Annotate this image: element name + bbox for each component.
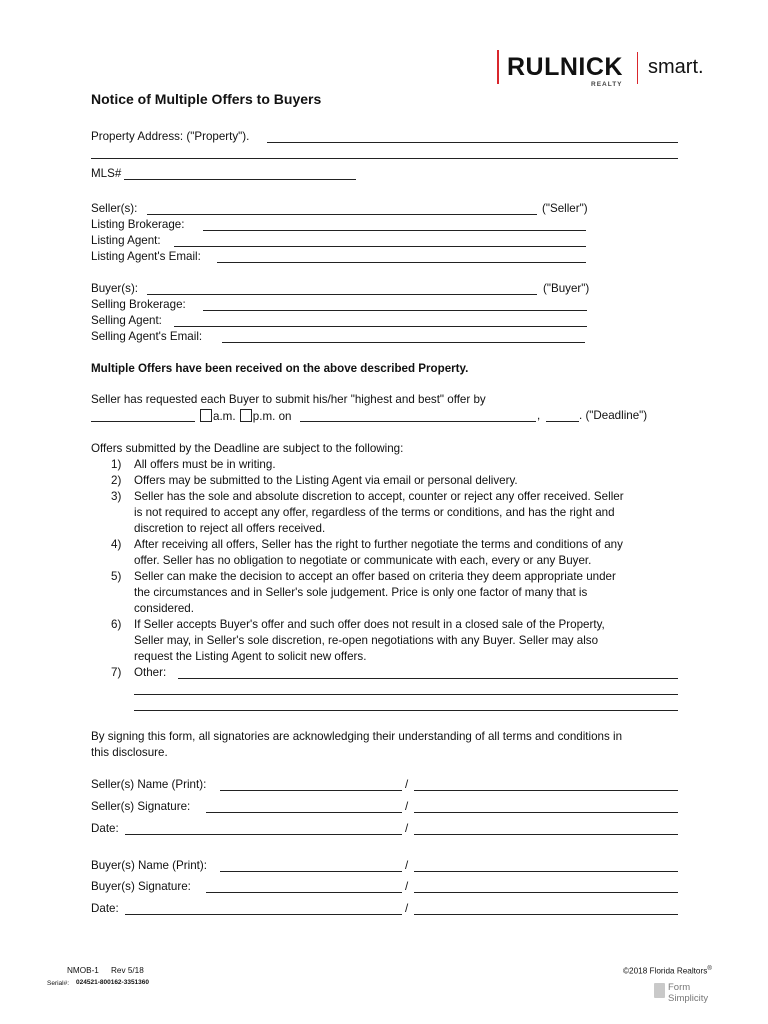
sellers-field[interactable] xyxy=(147,214,537,215)
term-5-line-2: the circumstances and in Seller's sole judgement. Price is only one factor of many that is xyxy=(134,586,588,599)
seller-date-label: Date: xyxy=(91,822,119,835)
pm-label: p.m. on xyxy=(252,410,292,423)
serial-number: 024521-800162-3351360 xyxy=(76,979,150,986)
fs-bottom: Simplicity xyxy=(668,993,709,1004)
buyer-name-field-2[interactable] xyxy=(414,871,678,872)
pm-checkbox[interactable] xyxy=(240,409,252,422)
term-1-line: All offers must be in writing. xyxy=(134,458,276,471)
logo-accent-bar xyxy=(497,50,499,84)
seller-signature-field-2[interactable] xyxy=(414,812,678,813)
selling-email-field[interactable] xyxy=(222,342,585,343)
other-field-3[interactable] xyxy=(134,710,678,711)
term-3-line-3: discretion to reject all offers received. xyxy=(134,522,326,535)
buyer-signature-field-2[interactable] xyxy=(414,892,678,893)
other-field-2[interactable] xyxy=(134,694,678,695)
deadline-time-field[interactable] xyxy=(91,421,195,422)
ack-line-1: By signing this form, all signatories are acknowledging their understanding of all terms and conditions in xyxy=(91,730,623,743)
selling-brokerage-field[interactable] xyxy=(203,310,587,311)
term-number: 5) xyxy=(111,570,122,583)
term-5-line-1: Seller can make the decision to accept an offer based on criteria they deem appropriate under xyxy=(134,570,616,583)
property-address-field[interactable] xyxy=(267,142,678,143)
seller-name-label: Seller(s) Name (Print): xyxy=(91,778,207,791)
selling-agent-label: Selling Agent: xyxy=(91,314,162,327)
mls-field[interactable] xyxy=(124,179,356,180)
selling-agent-field[interactable] xyxy=(174,326,587,327)
seller-name-field-2[interactable] xyxy=(414,790,678,791)
term-5-line-3: considered. xyxy=(134,602,194,615)
term-6-line-1: If Seller accepts Buyer's offer and such offer does not result in a closed sale of the Property, xyxy=(134,618,605,631)
deadline-year-field[interactable] xyxy=(546,421,579,422)
logo-brand: RULNICK xyxy=(507,53,623,81)
term-6-line-2: Seller may, in Seller's sole discretion, re-open negotiations with any Buyer. Seller may also xyxy=(134,634,599,647)
selling-brokerage-label: Selling Brokerage: xyxy=(91,298,186,311)
deadline-date-field[interactable] xyxy=(300,421,536,422)
am-label: a.m. xyxy=(213,410,236,423)
deadline-comma: , xyxy=(537,409,541,422)
term-2-line: Offers may be submitted to the Listing Agent via email or personal delivery. xyxy=(134,474,518,487)
listing-email-field[interactable] xyxy=(217,262,586,263)
term-number: 2) xyxy=(111,474,122,487)
slash: / xyxy=(405,800,409,813)
buyer-signature-field-1[interactable] xyxy=(206,892,402,893)
form-simplicity-icon xyxy=(654,983,665,998)
selling-email-label: Selling Agent's Email: xyxy=(91,330,203,343)
deadline-intro: Seller has requested each Buyer to submit his/her "highest and best" offer by xyxy=(91,393,486,406)
slash: / xyxy=(405,778,409,791)
logo-sub: REALTY xyxy=(591,81,623,88)
listing-brokerage-field[interactable] xyxy=(203,230,586,231)
buyers-field[interactable] xyxy=(147,294,537,295)
buyer-date-field-1[interactable] xyxy=(125,914,402,915)
fs-top: Form xyxy=(668,982,691,993)
slash: / xyxy=(405,822,409,835)
seller-signature-field-1[interactable] xyxy=(206,812,402,813)
listing-brokerage-label: Listing Brokerage: xyxy=(91,218,185,231)
buyers-suffix: ("Buyer") xyxy=(543,282,590,295)
term-3-line-1: Seller has the sole and absolute discretion to accept, counter or reject any offer received. Seller xyxy=(134,490,624,503)
terms-intro: Offers submitted by the Deadline are subject to the following: xyxy=(91,442,404,455)
seller-date-field-2[interactable] xyxy=(414,834,678,835)
logo-divider xyxy=(637,52,638,84)
other-label: Other: xyxy=(134,666,167,679)
term-number: 3) xyxy=(111,490,122,503)
copyright-text: ©2018 Florida Realtors xyxy=(623,966,708,976)
term-4-line-2: offer. Seller has no obligation to negotiate or communicate with each, every or any Buyer. xyxy=(134,554,592,567)
buyer-signature-label: Buyer(s) Signature: xyxy=(91,880,191,893)
am-checkbox[interactable] xyxy=(200,409,212,422)
buyer-date-field-2[interactable] xyxy=(414,914,678,915)
buyer-date-label: Date: xyxy=(91,902,119,915)
multiple-offers-notice: Multiple Offers have been received on the above described Property. xyxy=(91,362,469,375)
serial-label: Serial#: xyxy=(47,980,70,987)
listing-agent-field[interactable] xyxy=(174,246,586,247)
deadline-am-group xyxy=(199,409,291,423)
seller-date-field-1[interactable] xyxy=(125,834,402,835)
sellers-suffix: ("Seller") xyxy=(542,202,588,215)
other-field-1[interactable] xyxy=(178,678,678,679)
form-id: NMOB-1 xyxy=(67,966,99,975)
term-3-line-2: is not required to accept any offer, regardless of the terms or conditions, and has the right and xyxy=(134,506,615,519)
buyer-name-label: Buyer(s) Name (Print): xyxy=(91,859,207,872)
sellers-label: Seller(s): xyxy=(91,202,138,215)
slash: / xyxy=(405,902,409,915)
term-4-line-1: After receiving all offers, Seller has the right to further negotiate the terms and conditions of any xyxy=(134,538,623,551)
deadline-suffix: . ("Deadline") xyxy=(579,409,648,422)
term-number: 6) xyxy=(111,618,122,631)
slash: / xyxy=(405,859,409,872)
slash: / xyxy=(405,880,409,893)
listing-email-label: Listing Agent's Email: xyxy=(91,250,201,263)
term-number: 4) xyxy=(111,538,122,551)
logo-tagline: smart. xyxy=(648,56,704,78)
form-revision: Rev 5/18 xyxy=(111,966,144,975)
property-address-label: Property Address: ("Property"). xyxy=(91,130,250,143)
buyers-label: Buyer(s): xyxy=(91,282,139,295)
listing-agent-label: Listing Agent: xyxy=(91,234,161,247)
term-number: 7) xyxy=(111,666,122,679)
property-address-field-2[interactable] xyxy=(91,158,678,159)
registered-mark: ® xyxy=(707,966,712,972)
copyright xyxy=(623,966,712,976)
ack-line-2: this disclosure. xyxy=(91,746,168,759)
seller-name-field-1[interactable] xyxy=(220,790,402,791)
page-title: Notice of Multiple Offers to Buyers xyxy=(91,91,322,107)
mls-label: MLS# xyxy=(91,167,122,180)
buyer-name-field-1[interactable] xyxy=(220,871,402,872)
seller-signature-label: Seller(s) Signature: xyxy=(91,800,191,813)
term-6-line-3: request the Listing Agent to solicit new offers. xyxy=(134,650,367,663)
term-number: 1) xyxy=(111,458,122,471)
form-simplicity-logo xyxy=(668,982,708,1004)
